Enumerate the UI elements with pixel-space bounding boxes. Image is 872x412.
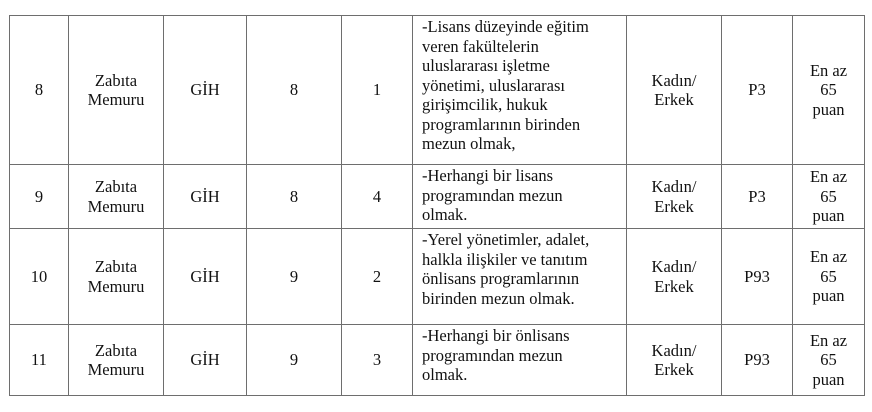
min-score-line: 65 [820,186,837,206]
table-row [10,229,865,325]
requirement-line: uluslararası işletme [422,56,550,75]
min-score-line: En az [809,167,848,187]
gender-cell [627,165,722,229]
class-cell: GİH [164,325,247,396]
position-title-line: Zabıta [94,177,138,196]
gender-line: Erkek [654,276,694,296]
requirement-line: olmak. [422,205,468,224]
class-cell: GİH [164,16,247,165]
requirement-line: mezun olmak, [422,134,516,153]
recruitment-table [9,15,865,396]
requirement-line: veren fakültelerin [422,36,539,56]
position-count-cell: 4 [342,165,413,229]
row-number-cell: 8 [10,16,69,165]
position-title-line: Memuru [87,276,145,296]
grade-cell: 8 [247,165,342,229]
score-type-cell: P3 [722,16,793,165]
score-type-cell: P93 [722,229,793,325]
min-score-line: 65 [820,350,837,370]
min-score-cell [793,229,865,325]
gender-line: Erkek [654,90,694,109]
position-title-cell [69,16,164,165]
min-score-line: En az [809,330,848,350]
position-title-line: Zabıta [94,340,138,360]
min-score-line: 65 [820,80,837,100]
position-title-line: Zabıta [94,257,138,276]
row-number-cell: 9 [10,165,69,229]
table-row [10,165,865,229]
min-score-line: 65 [820,266,837,286]
gender-line: Erkek [654,196,694,216]
position-title-cell [69,165,164,229]
score-type-cell: P3 [722,165,793,229]
table-row [10,325,865,396]
gender-line: Kadın/ [651,257,697,276]
class-cell: GİH [164,165,247,229]
gender-cell [627,229,722,325]
requirement-line: halkla ilişkiler ve tanıtım [422,249,588,269]
requirement-line: -Herhangi bir lisans [422,166,554,185]
gender-line: Erkek [654,360,694,379]
grade-cell: 8 [247,16,342,165]
min-score-line: puan [812,369,845,389]
gender-line: Kadın/ [651,177,697,196]
position-title-cell [69,325,164,396]
position-title-line: Memuru [87,90,145,109]
table-row [10,16,865,165]
requirements-cell [413,229,627,325]
requirement-line: yönetimi, uluslararası [422,75,565,95]
min-score-line: puan [812,99,845,119]
requirement-line: -Yerel yönetimler, adalet, [422,230,590,249]
min-score-line: puan [812,286,845,306]
min-score-line: puan [812,206,845,226]
position-count-cell: 1 [342,16,413,165]
position-title-line: Memuru [87,196,145,216]
requirements-cell [413,325,627,396]
requirement-line: -Lisans düzeyinde eğitim [422,17,589,36]
position-title-line: Zabıta [94,70,138,90]
requirement-line: birinden mezun olmak. [422,288,575,308]
position-title-cell [69,229,164,325]
grade-cell: 9 [247,229,342,325]
requirement-line: programlarının birinden [422,114,581,134]
position-count-cell: 2 [342,229,413,325]
score-type-cell: P93 [722,325,793,396]
gender-line: Kadın/ [651,70,697,90]
requirements-cell [413,16,627,165]
position-count-cell: 3 [342,325,413,396]
min-score-cell [793,325,865,396]
class-cell: GİH [164,229,247,325]
min-score-line: En az [809,247,848,267]
min-score-cell [793,165,865,229]
row-number-cell: 10 [10,229,69,325]
row-number-cell: 11 [10,325,69,396]
requirement-line: olmak. [422,365,468,384]
requirement-line: önlisans programlarının [422,269,580,288]
requirements-cell [413,165,627,229]
grade-cell: 9 [247,325,342,396]
requirement-line: girişimcilik, hukuk [422,95,548,114]
min-score-cell [793,16,865,165]
requirement-line: programından mezun [422,345,563,365]
gender-cell [627,325,722,396]
requirement-line: programından mezun [422,185,563,205]
gender-line: Kadın/ [651,340,697,360]
requirement-line: -Herhangi bir önlisans [422,326,570,345]
position-title-line: Memuru [87,360,145,379]
min-score-line: En az [809,60,848,80]
gender-cell [627,16,722,165]
